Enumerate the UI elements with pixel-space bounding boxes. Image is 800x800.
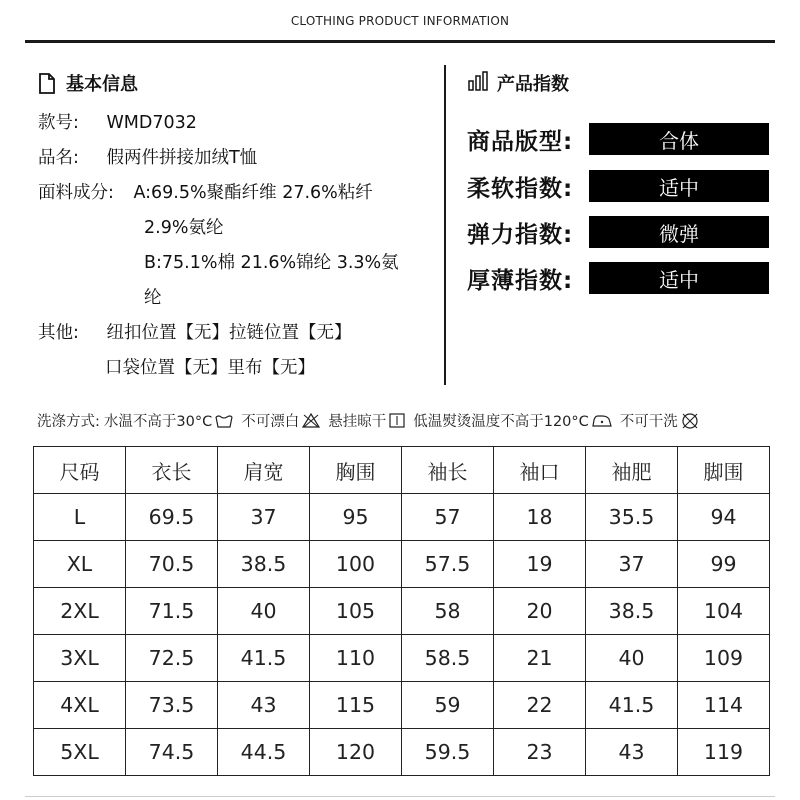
no-dry-clean-icon <box>681 412 699 430</box>
table-row <box>34 494 770 541</box>
table-cell: 58 <box>402 588 494 635</box>
product-name-row <box>38 146 257 170</box>
index-fit-value: 合体 <box>589 123 769 155</box>
basic-info-title: 基本信息 <box>66 74 138 95</box>
product-index-title: 产品指数 <box>497 74 569 95</box>
table-cell: 115 <box>310 682 402 729</box>
table-cell: 57 <box>402 494 494 541</box>
table-cell: 38.5 <box>586 588 678 635</box>
fabric-line-2: 2.9%氨纶 <box>144 218 224 238</box>
table-cell: 105 <box>310 588 402 635</box>
table-cell: 114 <box>678 682 770 729</box>
header-hem: 脚围 <box>678 447 770 494</box>
index-elasticity-label: 弹力指数: <box>467 221 574 248</box>
table-cell: 5XL <box>34 729 126 776</box>
fabric-row <box>38 181 373 205</box>
table-cell: 2XL <box>34 588 126 635</box>
table-cell: 3XL <box>34 635 126 682</box>
product-index-heading <box>467 68 569 98</box>
table-row <box>34 588 770 635</box>
table-cell: 59.5 <box>402 729 494 776</box>
fabric-line-1: A:69.5%聚酯纤维 27.6%粘纤 <box>133 183 373 203</box>
table-cell: 104 <box>678 588 770 635</box>
line-dry-icon <box>389 413 405 428</box>
table-cell: 41.5 <box>218 635 310 682</box>
other-label: 其他: <box>38 323 79 343</box>
index-fit-label: 商品版型: <box>467 128 574 155</box>
table-cell: 72.5 <box>126 635 218 682</box>
table-cell: L <box>34 494 126 541</box>
header-divider <box>25 40 775 43</box>
washing-instructions <box>37 410 707 431</box>
bar-chart-icon <box>467 71 489 96</box>
table-row <box>34 635 770 682</box>
fabric-label: 面料成分: <box>38 183 114 203</box>
header-sleeve-width: 袖肥 <box>586 447 678 494</box>
table-cell: 69.5 <box>126 494 218 541</box>
table-cell: 120 <box>310 729 402 776</box>
table-cell: 23 <box>494 729 586 776</box>
table-row <box>34 682 770 729</box>
table-cell: 40 <box>586 635 678 682</box>
index-softness-label: 柔软指数: <box>467 175 574 202</box>
index-row-fit <box>467 122 772 156</box>
table-cell: 71.5 <box>126 588 218 635</box>
table-cell: 43 <box>218 682 310 729</box>
index-elasticity-value: 微弹 <box>589 216 769 248</box>
style-number-label: 款号: <box>38 113 79 133</box>
table-cell: 35.5 <box>586 494 678 541</box>
header-chest: 胸围 <box>310 447 402 494</box>
table-cell: 18 <box>494 494 586 541</box>
style-number-row <box>38 111 197 135</box>
basic-info-heading <box>38 68 438 98</box>
table-cell: 44.5 <box>218 729 310 776</box>
line-dry-text: 悬挂晾干 <box>328 414 387 430</box>
other-line-1: 纽扣位置【无】拉链位置【无】 <box>106 323 352 343</box>
product-name-value: 假两件拼接加绒T恤 <box>106 148 258 168</box>
table-cell: 109 <box>678 635 770 682</box>
table-cell: 94 <box>678 494 770 541</box>
document-icon <box>38 73 56 94</box>
index-row-thickness <box>467 261 772 295</box>
table-cell: 57.5 <box>402 541 494 588</box>
washing-intro: 洗涤方式: <box>37 414 100 430</box>
header-size: 尺码 <box>34 447 126 494</box>
table-cell: 70.5 <box>126 541 218 588</box>
index-softness-value: 适中 <box>589 170 769 202</box>
wash-temp-text: 水温不高于30°C <box>103 414 213 430</box>
page-header-title: CLOTHING PRODUCT INFORMATION <box>290 14 510 28</box>
table-cell: 40 <box>218 588 310 635</box>
table-cell: 99 <box>678 541 770 588</box>
table-cell: XL <box>34 541 126 588</box>
iron-low-icon <box>592 414 612 427</box>
table-row <box>34 729 770 776</box>
table-cell: 100 <box>310 541 402 588</box>
bottom-divider <box>25 796 775 797</box>
style-number-value: WMD7032 <box>106 113 197 133</box>
table-cell: 38.5 <box>218 541 310 588</box>
table-cell: 22 <box>494 682 586 729</box>
size-table-header-row <box>34 447 770 494</box>
product-name-label: 品名: <box>38 148 79 168</box>
index-thickness-label: 厚薄指数: <box>467 267 574 294</box>
table-cell: 59 <box>402 682 494 729</box>
table-cell: 37 <box>586 541 678 588</box>
index-row-elasticity <box>467 215 772 249</box>
header-shoulder: 肩宽 <box>218 447 310 494</box>
section-divider <box>444 65 446 385</box>
table-cell: 95 <box>310 494 402 541</box>
no-dry-clean-text: 不可干洗 <box>619 414 678 430</box>
table-cell: 43 <box>586 729 678 776</box>
index-thickness-value: 适中 <box>589 262 769 294</box>
size-chart-table <box>33 446 770 776</box>
table-cell: 4XL <box>34 682 126 729</box>
table-cell: 110 <box>310 635 402 682</box>
header-cuff: 袖口 <box>494 447 586 494</box>
table-cell: 41.5 <box>586 682 678 729</box>
table-cell: 119 <box>678 729 770 776</box>
table-cell: 73.5 <box>126 682 218 729</box>
table-cell: 21 <box>494 635 586 682</box>
table-cell: 37 <box>218 494 310 541</box>
wash-tub-icon <box>215 414 233 428</box>
table-cell: 19 <box>494 541 586 588</box>
header-length: 衣长 <box>126 447 218 494</box>
no-bleach-text: 不可漂白 <box>241 414 300 430</box>
fabric-line-4: 纶 <box>144 288 162 308</box>
header-sleeve-length: 袖长 <box>402 447 494 494</box>
basic-info-section <box>38 68 438 98</box>
table-row <box>34 541 770 588</box>
other-line-2: 口袋位置【无】里布【无】 <box>105 358 315 378</box>
table-cell: 20 <box>494 588 586 635</box>
table-cell: 58.5 <box>402 635 494 682</box>
iron-low-text: 低温熨烫温度不高于120°C <box>413 414 589 430</box>
no-bleach-icon <box>302 413 320 428</box>
index-row-softness <box>467 169 772 203</box>
fabric-line-3: B:75.1%棉 21.6%锦纶 3.3%氨 <box>144 253 399 273</box>
table-cell: 74.5 <box>126 729 218 776</box>
other-row <box>38 321 351 345</box>
